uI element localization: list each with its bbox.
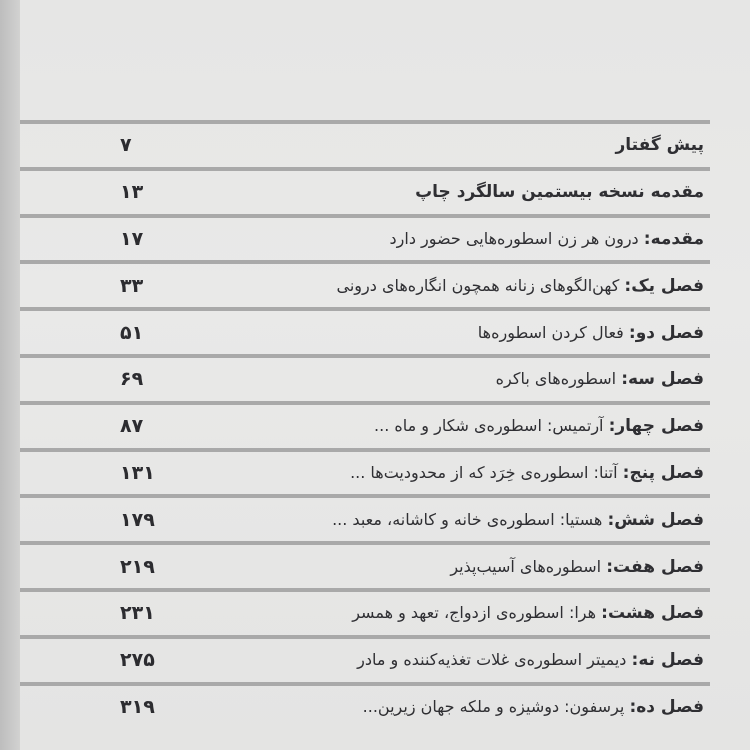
toc-entry-chapter-4 <box>20 405 710 448</box>
entry-page-number: ۵۱ <box>120 321 144 344</box>
entry-label: فصل ده: <box>629 696 704 717</box>
entry-page-number: ۱۷ <box>120 227 144 250</box>
entry-page-number: ۸۷ <box>120 415 144 438</box>
entry-label: مقدمه: <box>643 228 704 249</box>
entry-page-number: ۱۳۱ <box>120 461 155 484</box>
entry-page-number: ۳۳ <box>120 274 144 297</box>
entry-label: فصل پنج: <box>622 462 704 483</box>
entry-subtitle: هستیا: اسطوره‌ی خانه و کاشانه، معبد ... <box>332 509 603 529</box>
entry-subtitle: فعال کردن اسطوره‌ها <box>477 322 624 342</box>
toc-entry-introduction <box>20 218 710 261</box>
entry-title <box>450 557 704 577</box>
entry-subtitle: آتنا: اسطوره‌ی خِرَد که از محدودیت‌ها ... <box>350 462 618 482</box>
toc-entry-chapter-8 <box>20 592 710 635</box>
entry-subtitle: اسطوره‌های باکره <box>495 369 617 389</box>
entry-subtitle: کهن‌الگوهای زنانه همچون انگاره‌های درونی <box>336 275 620 295</box>
entry-subtitle: درون هر زن اسطوره‌هایی حضور دارد <box>389 228 639 248</box>
entry-page-number: ۲۷۵ <box>120 649 155 672</box>
entry-subtitle: پرسفون: دوشیزه و ملکه جهان زیرین... <box>362 696 625 716</box>
entry-label: فصل هشت: <box>601 603 704 624</box>
table-of-contents <box>20 120 710 728</box>
toc-entry-chapter-9 <box>20 639 710 682</box>
entry-page-number: ۷ <box>120 134 132 157</box>
entry-title <box>615 135 704 155</box>
entry-title <box>337 276 704 296</box>
entry-title <box>357 650 704 670</box>
entry-title <box>332 510 704 530</box>
entry-label: فصل سه: <box>621 369 704 390</box>
toc-entry-chapter-2 <box>20 311 710 354</box>
entry-page-number: ۲۳۱ <box>120 602 155 625</box>
entry-title <box>363 697 704 717</box>
entry-subtitle: هرا: اسطوره‌ی ازدواج، تعهد و همسر <box>352 603 597 623</box>
entry-title <box>352 603 704 623</box>
entry-label: فصل دو: <box>628 322 704 343</box>
toc-entry-preface <box>20 124 710 167</box>
entry-title <box>350 463 704 483</box>
toc-entry-chapter-7 <box>20 545 710 588</box>
toc-entry-anniversary-intro <box>20 171 710 214</box>
entry-label: فصل نه: <box>631 650 704 671</box>
toc-entry-chapter-5 <box>20 452 710 495</box>
page-left-edge <box>0 0 20 750</box>
entry-label: فصل شش: <box>607 509 704 530</box>
entry-label: فصل چهار: <box>608 416 704 437</box>
entry-subtitle: اسطوره‌های آسیب‌پذیر <box>450 556 602 576</box>
entry-page-number: ۱۳ <box>120 181 144 204</box>
toc-entry-chapter-3 <box>20 358 710 401</box>
entry-title <box>374 416 704 436</box>
toc-entry-chapter-6 <box>20 498 710 541</box>
entry-title <box>415 182 704 202</box>
entry-title <box>478 323 704 343</box>
entry-title <box>496 369 704 389</box>
entry-label: فصل هفت: <box>606 556 704 577</box>
entry-label: مقدمه نسخه بیستمین سالگرد چاپ <box>415 182 704 203</box>
entry-title <box>390 229 704 249</box>
toc-entry-chapter-10 <box>20 686 710 729</box>
entry-label: پیش گفتار <box>615 135 704 156</box>
toc-entry-chapter-1 <box>20 264 710 307</box>
entry-page-number: ۲۱۹ <box>120 555 155 578</box>
entry-subtitle: دیمیتر اسطوره‌ی غلات تغذیه‌کننده و مادر <box>357 650 627 670</box>
entry-page-number: ۱۷۹ <box>120 508 155 531</box>
entry-page-number: ۳۱۹ <box>120 695 155 718</box>
entry-label: فصل یک: <box>624 275 704 296</box>
entry-subtitle: آرتمیس: اسطوره‌ی شکار و ماه ... <box>374 416 604 436</box>
entry-page-number: ۶۹ <box>120 368 144 391</box>
